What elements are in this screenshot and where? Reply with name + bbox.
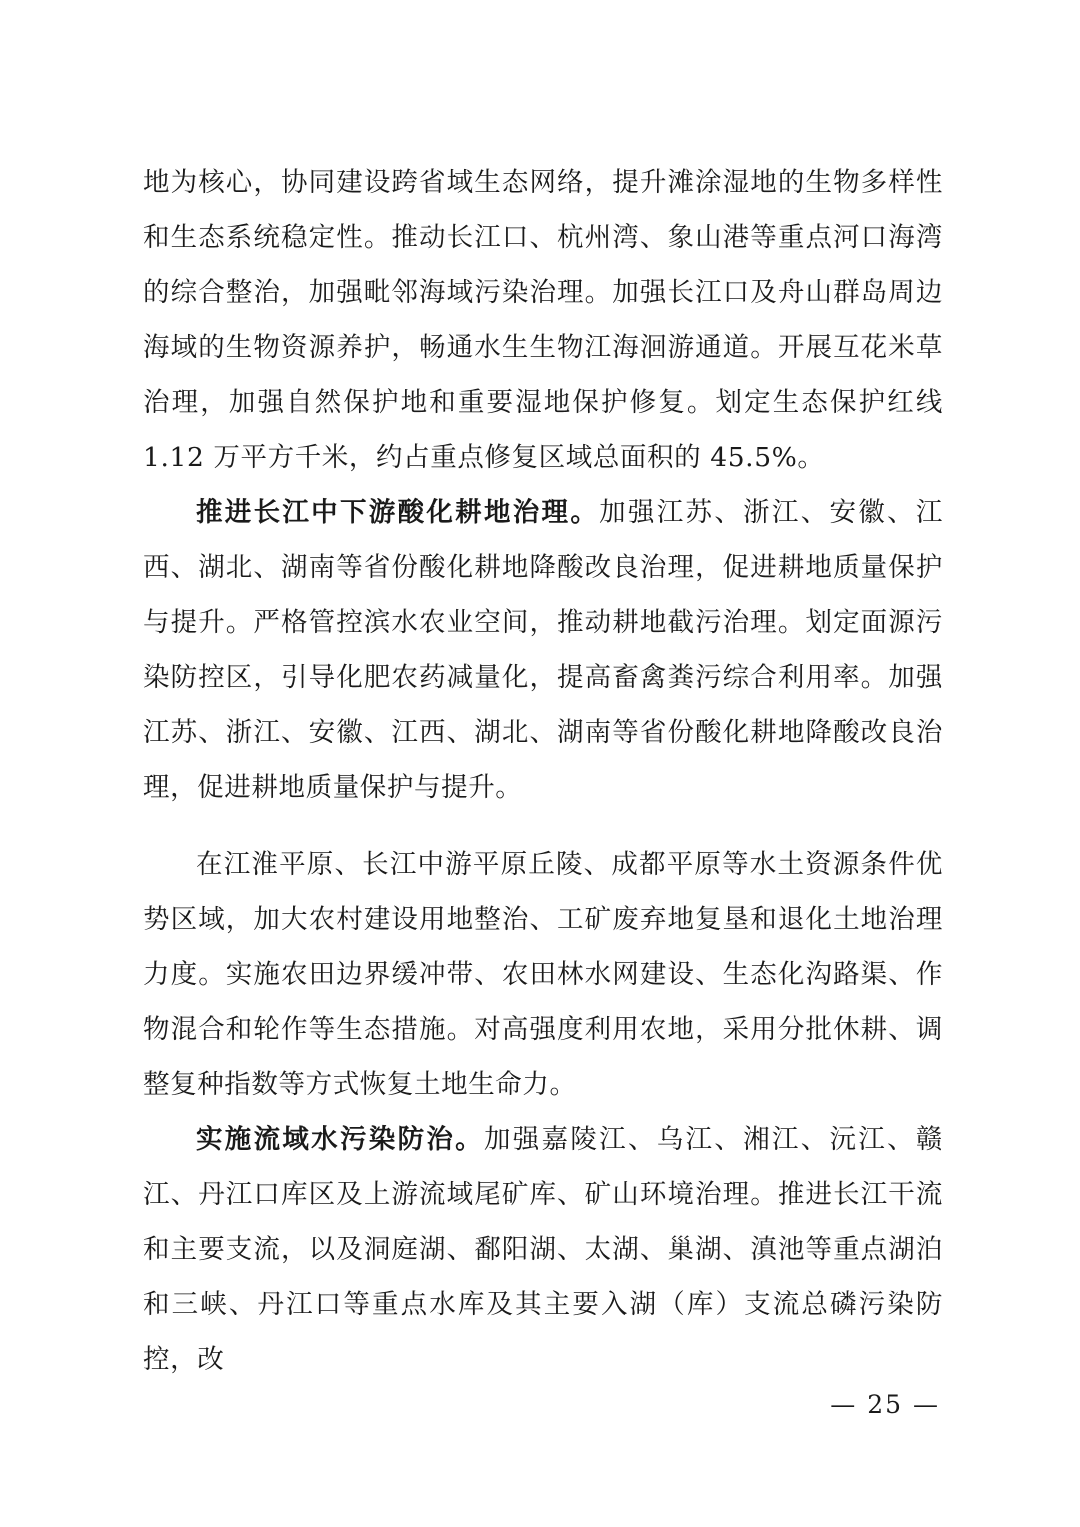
paragraph-heading: 实施流域水污染防治。 bbox=[196, 1124, 484, 1155]
paragraph-text: 加强江苏、浙江、安徽、江西、湖北、湖南等省份酸化耕地降酸改良治理，促进耕地质量保护与提升。严格管控滨水农业空间，推动耕地截污治理。划定面源污染防控区，引导化肥农药减量化，提高畜禽粪污综合利用率。加强江苏、浙江、安徽、江西、湖北、湖南等省份酸化耕地降酸改良治理，促进耕地质量保护与提升。 bbox=[143, 497, 943, 803]
paragraph-water-pollution bbox=[143, 1112, 943, 1387]
paragraph-continuation bbox=[143, 155, 943, 485]
paragraph-text: 加强嘉陵江、乌江、湘江、沅江、赣江、丹江口库区及上游流域尾矿库、矿山环境治理。推进长江干流和主要支流，以及洞庭湖、鄱阳湖、太湖、巢湖、滇池等重点湖泊和三峡、丹江口等重点水库及其主要入湖（库）支流总磷污染防控，改 bbox=[143, 1124, 944, 1375]
paragraph-acid-farmland bbox=[143, 485, 943, 815]
paragraph-text: 地为核心，协同建设跨省域生态网络，提升滩涂湿地的生物多样性和生态系统稳定性。推动长江口、杭州湾、象山港等重点河口海湾的综合整治，加强毗邻海域污染治理。加强长江口及舟山群岛周边海域的生物资源养护，畅通水生生物江海洄游通道。开展互花米草治理，加强自然保护地和重要湿地保护修复。划定生态保护红线 1.12 万平方千米，约占重点修复区域总面积的 45.5%。 bbox=[143, 167, 943, 473]
page-number: — 25 — bbox=[830, 1390, 940, 1419]
paragraph-jianghuai-plain bbox=[143, 837, 943, 1112]
paragraph-heading: 推进长江中下游酸化耕地治理。 bbox=[196, 497, 600, 528]
page-body bbox=[143, 155, 943, 1387]
paragraph-text: 在江淮平原、长江中游平原丘陵、成都平原等水土资源条件优势区域，加大农村建设用地整治、工矿废弃地复垦和退化土地治理力度。实施农田边界缓冲带、农田林水网建设、生态化沟路渠、作物混合和轮作等生态措施。对高强度利用农地，采用分批休耕、调整复种指数等方式恢复土地生命力。 bbox=[143, 849, 943, 1100]
